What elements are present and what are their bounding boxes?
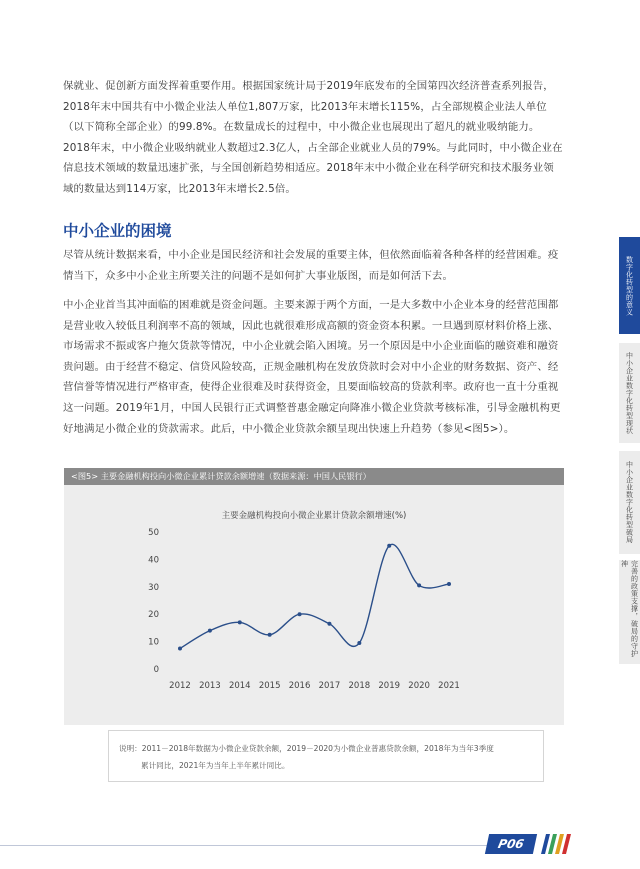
data-point	[327, 622, 331, 626]
y-tick-label: 30	[148, 582, 159, 593]
data-point	[387, 544, 391, 548]
data-point	[268, 633, 272, 637]
side-tab-significance[interactable]	[619, 237, 640, 334]
x-tick-label: 2017	[318, 681, 341, 691]
data-point	[298, 612, 302, 616]
side-tab-breakthrough[interactable]	[619, 451, 640, 554]
side-tab-label: 完善的政策支撑，破局的守护神	[620, 560, 639, 658]
y-tick-label: 40	[148, 555, 159, 566]
page-number: P06	[485, 834, 537, 854]
side-tab-label: 中小企业数字化转型现状	[625, 351, 634, 435]
chart-title: 主要金融机构投向小微企业累计贷款余额增速(%)	[221, 511, 407, 521]
paragraph-difficulty: 尽管从统计数据来看，中小企业是国民经济和社会发展的重要主体，但依然面临着各种各样的经营困难。疫情当下，众多中小企业主所要关注的问题不是如何扩大事业版图，而是如何活下去。	[63, 249, 559, 282]
line-chart	[64, 485, 564, 725]
data-point	[238, 620, 242, 624]
side-tab-policy[interactable]	[619, 560, 640, 664]
caption-line-2: 累计同比，2021年为当年上半年累计同比。	[141, 761, 290, 770]
side-tab-label: 中小企业数字化转型破局	[625, 461, 634, 544]
x-tick-label: 2019	[378, 681, 401, 691]
footer-stripes-decoration	[541, 834, 571, 854]
data-point	[178, 646, 182, 650]
side-tab-label: 数字化转型的意义	[625, 255, 634, 316]
y-tick-label: 50	[148, 528, 159, 538]
x-tick-label: 2020	[408, 681, 430, 691]
x-tick-label: 2012	[169, 681, 191, 691]
figure-caption	[119, 740, 529, 774]
x-tick-label: 2013	[199, 681, 221, 691]
data-point	[357, 641, 361, 645]
y-tick-label: 10	[148, 637, 159, 648]
chart-panel	[64, 485, 564, 725]
side-tab-status[interactable]	[619, 343, 640, 443]
x-tick-label: 2016	[288, 681, 311, 691]
data-point	[417, 583, 421, 587]
x-tick-label: 2014	[228, 681, 251, 691]
section-heading: 中小企业的困境	[63, 222, 172, 240]
footer-rule	[0, 845, 505, 846]
x-tick-label: 2018	[348, 681, 371, 691]
y-tick-label: 20	[148, 610, 159, 621]
data-point	[208, 629, 212, 633]
data-point	[447, 582, 451, 586]
series-line	[180, 544, 449, 648]
figure-header: <图5> 主要金融机构投向小微企业累计贷款余额增速（数据来源：中国人民银行）	[64, 468, 564, 485]
figure-caption-box	[108, 730, 544, 782]
caption-line-1: 说明：2011－2018年数据为小微企业贷款余额，2019－2020为小微企业普惠贷款余额，2018年为当年3季度	[119, 744, 494, 753]
x-tick-label: 2015	[258, 681, 281, 691]
paragraph-funding: 中小企业首当其冲面临的困难就是资金问题。主要来源于两个方面，一是大多数中小企业本身的经营范围都是营业收入较低且利润率不高的领域，因此也就很难形成高额的资金资本积累。一旦遇到原材料价格上涨、市场需求不振或客户拖欠货款等情况，中小企业就会陷入困境。另一个原因是中小企业面临的融资难和融资贵问题。由于经营不稳定、信贷风险较高，正规金融机构在发放贷款时会对中小企业的财务数据、资产、经营信誉等情况进行严格审查，使得企业很难及时获得资金，且要面临较高的贷款利率。政府也一直十分重视这一问题。2019年1月，中国人民银行正式调整普惠金融定向降准小微企业贷款考核标准，引导金融机构更好地满足小微企业的贷款需求。此后，中小微企业贷款余额呈现出快速上升趋势（参见<图5>）。	[63, 299, 561, 435]
y-tick-label: 0	[153, 665, 159, 675]
x-tick-label: 2021	[438, 681, 460, 691]
paragraph-intro: 保就业、促创新方面发挥着重要作用。根据国家统计局于2019年底发布的全国第四次经济普查系列报告，2018年末中国共有中小微企业法人单位1,807万家，比2013年末增长115%，占全部规模企业法人单位（以下简称全部企业）的99.8%。在数量成长的过程中，中小微企业也展现出了超凡的就业吸纳能力。2018年末，中小微企业吸纳就业人数超过2.3亿人，占全部企业就业人员的79%。与此同时，中小微企业在信息技术领域的数量迅速扩张，与全国创新趋势相适应。2018年末中小微企业在科学研究和技术服务业领域的数量达到114万家，比2013年末增长2.5倍。	[63, 80, 563, 195]
